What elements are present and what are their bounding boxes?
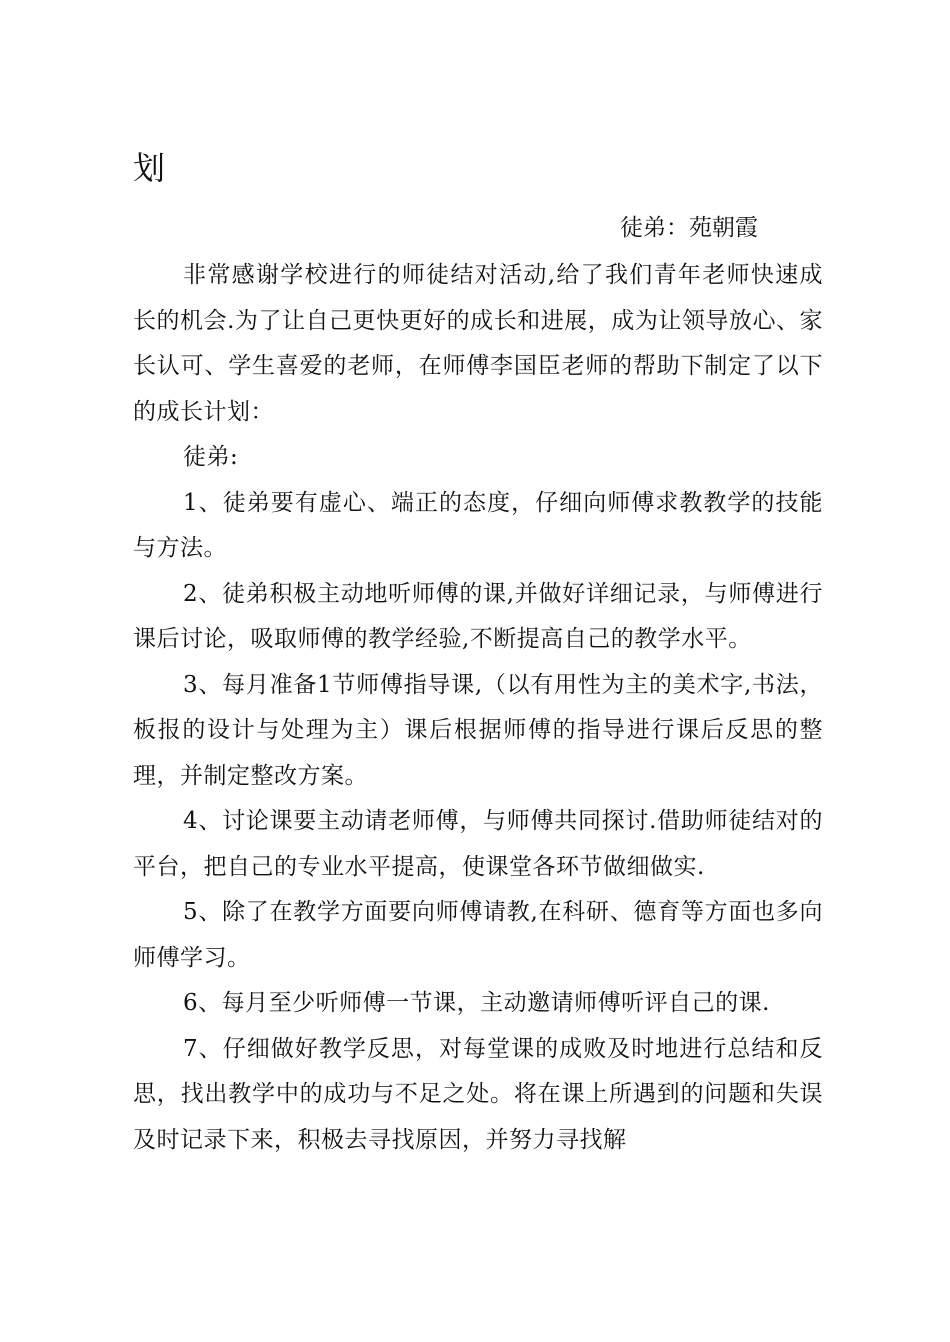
paragraph-item-4: 4、讨论课要主动请老师傅，与师傅共同探讨.借助师徒结对的平台，把自己的专业水平提高，使课堂各环节做细做实. xyxy=(133,808,823,880)
paragraph-intro: 非常感谢学校进行的师徒结对活动,给了我们青年老师快速成长的机会.为了让自己更快更好的成长和进展，成为让领导放心、家长认可、学生喜爱的老师，在师傅李国臣老师的帮助下制定了以下的成长计划： xyxy=(133,262,823,425)
paragraph-item-3: 3、每月准备1节师傅指导课,（以有用性为主的美术字,书法，板报的设计与处理为主）课后根据师傅的指导进行课后反思的整理，并制定整改方案。 xyxy=(133,671,823,789)
body-text xyxy=(133,253,823,1163)
paragraph-item-7: 7、仔细做好教学反思，对每堂课的成败及时地进行总结和反思，找出教学中的成功与不足之处。将在课上所遇到的问题和失误及时记录下来，积极去寻找原因，并努力寻找解 xyxy=(133,1035,823,1153)
paragraph-heading: 徒弟: xyxy=(183,444,239,470)
paragraph-item-1: 1、徒弟要有虚心、端正的态度，仔细向师傅求教教学的技能与方法。 xyxy=(133,489,823,561)
paragraph-item-6: 6、每月至少听师傅一节课，主动邀请师傅听评自己的课. xyxy=(183,990,770,1016)
paragraph-item-2: 2、徒弟积极主动地听师傅的课,并做好详细记录，与师傅进行课后讨论，吸取师傅的教学经验,不断提高自己的教学水平。 xyxy=(133,580,823,652)
title-fragment: 划 xyxy=(133,149,166,187)
paragraph-item-5: 5、除了在教学方面要向师傅请教,在科研、德育等方面也多向师傅学习。 xyxy=(133,899,823,971)
author-line: 徒弟：苑朝霞 xyxy=(620,215,758,241)
